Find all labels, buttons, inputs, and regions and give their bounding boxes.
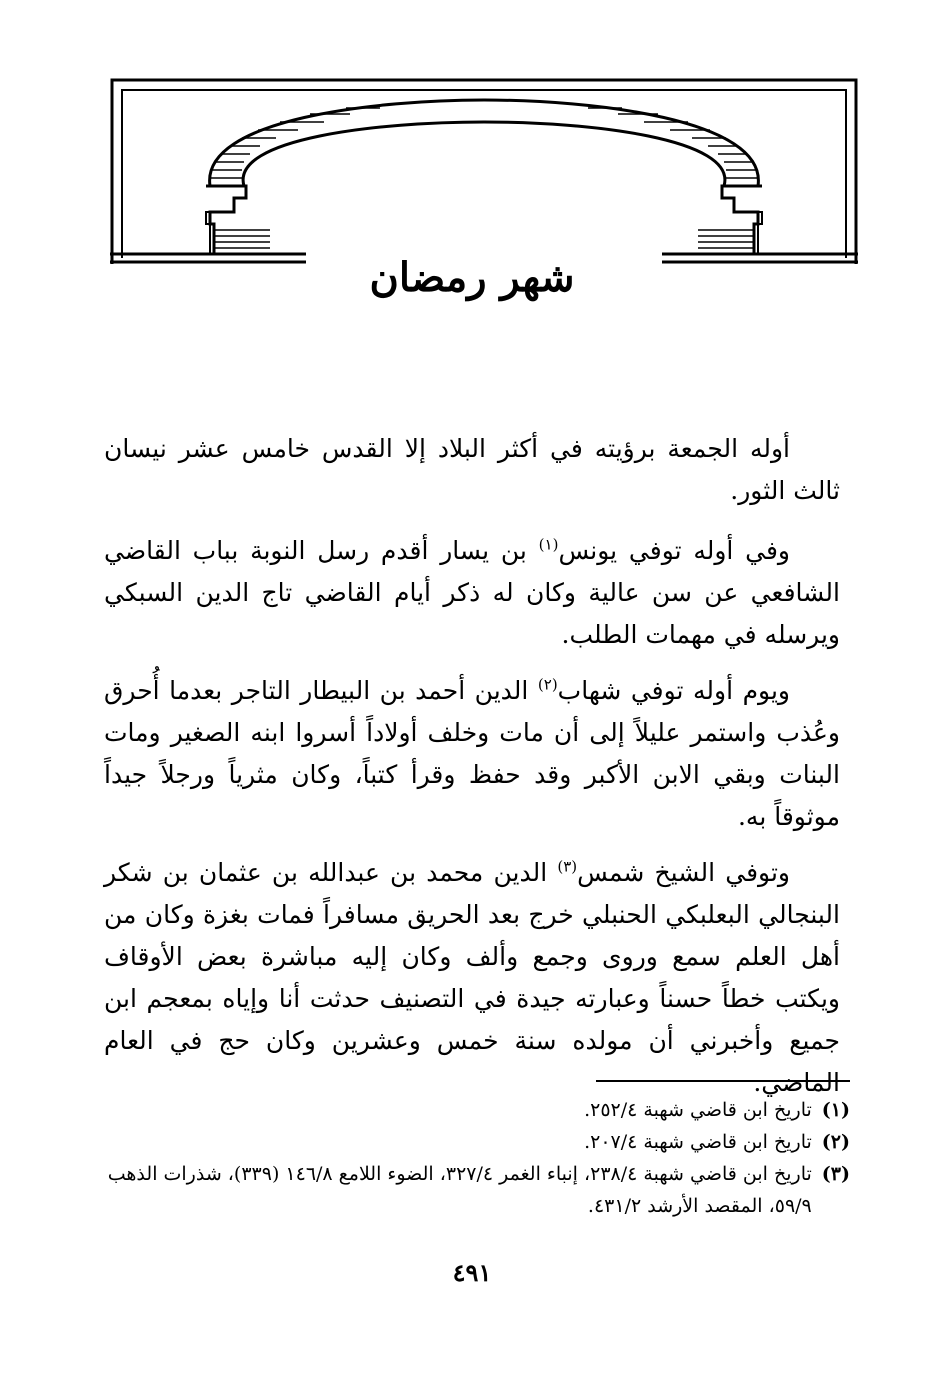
footnote-number: (٢) bbox=[821, 1131, 850, 1153]
footnote-text: تاريخ ابن قاضي شهبة ٢٥٢/٤. bbox=[584, 1099, 812, 1121]
paragraph-text: ويوم أوله توفي شهاب bbox=[557, 676, 790, 705]
body-text bbox=[104, 428, 840, 1118]
footnote-number: (٣) bbox=[821, 1163, 850, 1185]
paragraph-1 bbox=[104, 428, 840, 512]
footnote-3 bbox=[104, 1158, 850, 1222]
paragraph-text: بن يسار أقدم رسل النوبة بباب القاضي الشافعي عن سن عالية وكان له ذكر أيام القاضي تاج الدين السبكي ويرسله في مهمات الطلب. bbox=[104, 536, 840, 649]
footnote-2 bbox=[104, 1126, 850, 1158]
paragraph-4 bbox=[104, 852, 840, 1104]
paragraph-text: وفي أوله توفي يونس bbox=[558, 536, 790, 565]
footnote-marker-2[interactable]: (٢) bbox=[537, 675, 558, 694]
footnote-text: تاريخ ابن قاضي شهبة ٢٣٨/٤، إنباء الغمر ٣٢٧/٤، الضوء اللامع ١٤٦/٨ (٣٣٩)، شذرات الذهب ٥٩/٩، المقصد الأرشد ٤٣١/٢. bbox=[107, 1163, 812, 1217]
paragraph-text: الدين محمد بن عبدالله بن عثمان بن شكر البنجالي البعلبكي الحنبلي خرج بعد الحريق مسافراً فمات بغزة وكان من أهل العلم سمع وروى وجمع وألف وكان إليه مباشرة بعض الأوقاف ويكتب خطاً حسناً وعبارته جيدة في التصنيف حدثت أنا وإياه بمعجم ابن جميع وأخبرني أن مولده سنة خمس وعشرين وكان حج في العام الماضي. bbox=[104, 858, 840, 1097]
footnote-marker-1[interactable]: (١) bbox=[538, 535, 559, 554]
paragraph-text: وتوفي الشيخ شمس bbox=[577, 858, 790, 887]
chapter-title: شهر رمضان bbox=[369, 254, 575, 301]
footnote-number: (١) bbox=[821, 1099, 850, 1121]
page-number: ٤٩١ bbox=[452, 1258, 492, 1287]
chapter-header-ornament bbox=[110, 78, 858, 270]
paragraph-text: أوله الجمعة برؤيته في أكثر البلاد إلا القدس خامس عشر نيسان ثالث الثور. bbox=[104, 434, 840, 505]
paragraph-text: الدين أحمد بن البيطار التاجر بعدما أُحرق وعُذب واستمر عليلاً إلى أن مات وخلف أولاداً أسروا ابنه الصغير ومات البنات وبقي الابن الأكبر وقد حفظ وقرأ كتباً، وكان مثرياً ورجلاً جيداً موثوقاً به. bbox=[104, 676, 840, 831]
paragraph-2 bbox=[104, 530, 840, 656]
paragraph-3 bbox=[104, 670, 840, 838]
footnote-marker-3[interactable]: (٣) bbox=[557, 857, 578, 876]
footnotes bbox=[104, 1094, 850, 1222]
footnote-1 bbox=[104, 1094, 850, 1126]
footnote-text: تاريخ ابن قاضي شهبة ٢٠٧/٤. bbox=[584, 1131, 812, 1153]
footnote-separator bbox=[596, 1080, 850, 1082]
